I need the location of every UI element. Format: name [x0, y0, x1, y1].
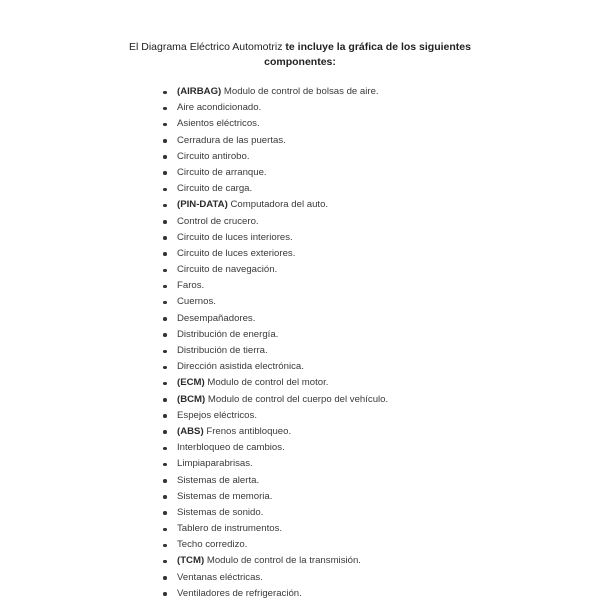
bullet-icon: [163, 544, 167, 548]
component-text: Distribución de tierra.: [177, 345, 268, 356]
bullet-icon: [163, 123, 167, 127]
bullet-icon: [163, 430, 167, 434]
component-text: Limpiaparabrisas.: [177, 458, 253, 470]
bullet-icon: [163, 447, 167, 451]
bullet-icon: [163, 317, 167, 321]
component-text: Frenos antibloqueo.: [206, 425, 292, 437]
list-item: [162, 197, 388, 213]
component-text: Ventiladores de refrigeración.: [177, 587, 302, 599]
list-item: [162, 246, 388, 262]
list-item: [162, 165, 388, 181]
list-item: [162, 440, 388, 456]
bullet-icon: [163, 382, 167, 386]
list-item: [162, 84, 388, 100]
intro-bold-text: te incluye la gráfica de los siguientes componentes:: [264, 41, 471, 68]
bullet-icon: [163, 511, 167, 515]
list-item: [162, 262, 388, 278]
component-text: Distribución de energía.: [177, 328, 279, 340]
component-code: (ECM): [177, 377, 205, 389]
component-text: Circuito de carga.: [177, 183, 253, 195]
component-text: Sistemas de memoria.: [177, 490, 273, 502]
bullet-icon: [163, 269, 167, 273]
component-code: (ABS): [177, 425, 204, 437]
list-item: [162, 537, 388, 553]
component-text: Techo corredizo.: [177, 539, 248, 551]
component-text: Modulo de control del motor.: [207, 377, 329, 389]
list-item: [162, 149, 388, 165]
bullet-icon: [163, 139, 167, 143]
list-item: [162, 100, 388, 116]
bullet-icon: [163, 236, 167, 240]
list-item: [162, 570, 388, 586]
component-code: (BCM): [177, 393, 206, 405]
component-text: Tablero de instrumentos.: [177, 523, 283, 535]
component-text: Faros.: [177, 280, 205, 292]
component-text: Circuito de navegación.: [177, 264, 278, 276]
list-item: [162, 133, 388, 149]
bullet-icon: [163, 576, 167, 580]
bullet-icon: [163, 333, 167, 337]
bullet-icon: [163, 155, 167, 159]
component-text: Cuernos.: [177, 296, 216, 308]
component-text: Desempañadores.: [177, 312, 256, 324]
list-item: [162, 392, 388, 408]
bullet-icon: [163, 350, 167, 354]
component-text: Modulo de control de la transmisión.: [206, 555, 361, 567]
component-text: Interbloqueo de cambios.: [177, 442, 285, 454]
component-text: Circuito de luces interiores.: [177, 231, 293, 243]
list-item: [162, 116, 388, 132]
bullet-icon: [163, 495, 167, 499]
list-item: [162, 311, 388, 327]
bullet-icon: [163, 252, 167, 256]
component-code: (AIRBAG): [177, 86, 222, 97]
component-text: Asientos eléctricos.: [177, 118, 260, 130]
component-code: (TCM): [177, 555, 205, 567]
component-text: Circuito de luces exteriores.: [177, 247, 296, 259]
list-item: [162, 343, 388, 359]
component-text: Cerradura de las puertas.: [177, 134, 286, 146]
list-item: [162, 473, 388, 489]
bullet-icon: [163, 171, 167, 175]
component-text: Circuito antirobo.: [177, 150, 250, 162]
bullet-icon: [163, 398, 167, 402]
bullet-icon: [163, 479, 167, 483]
component-text: Dirección asistida electrónica.: [177, 361, 304, 373]
list-item: [162, 327, 388, 343]
component-text: Modulo de control de bolsas de aire.: [223, 86, 379, 97]
component-code: (PIN-DATA): [177, 199, 228, 211]
component-text: Sistemas de alerta.: [177, 474, 260, 486]
bullet-icon: [163, 463, 167, 467]
bullet-icon: [163, 301, 167, 305]
bullet-icon: [163, 107, 167, 111]
component-text: Circuito de arranque.: [177, 166, 267, 178]
component-text: Aire acondicionado.: [177, 102, 262, 114]
bullet-icon: [163, 592, 167, 596]
bullet-icon: [163, 188, 167, 192]
bullet-icon: [163, 204, 167, 208]
bullet-icon: [163, 366, 167, 370]
bullet-icon: [163, 220, 167, 224]
component-list: [162, 84, 388, 600]
bullet-icon: [163, 414, 167, 418]
bullet-icon: [163, 528, 167, 532]
list-item: [162, 521, 388, 537]
list-item: [162, 505, 388, 521]
component-text: Sistemas de sonido.: [177, 506, 264, 518]
list-item: [162, 278, 388, 294]
list-item: [162, 359, 388, 375]
intro-plain-text: El Diagrama Eléctrico Automotriz: [129, 41, 283, 53]
list-item: [162, 181, 388, 197]
bullet-icon: [163, 91, 167, 95]
list-item: [162, 294, 388, 310]
component-text: Ventanas eléctricas.: [177, 571, 263, 583]
component-text: Espejos eléctricos.: [177, 409, 257, 421]
list-item: [162, 230, 388, 246]
list-item: [162, 586, 388, 600]
list-item: [162, 424, 388, 440]
list-item: [162, 408, 388, 424]
component-text: Control de crucero.: [177, 215, 259, 227]
bullet-icon: [163, 560, 167, 564]
list-item: [162, 375, 388, 391]
list-item: [162, 489, 388, 505]
component-text: Modulo de control del cuerpo del vehículo.: [207, 393, 389, 405]
list-item: [162, 456, 388, 472]
bullet-icon: [163, 285, 167, 289]
component-text: Computadora del auto.: [230, 199, 329, 211]
intro-paragraph: [100, 40, 500, 70]
list-item: [162, 214, 388, 230]
list-item: [162, 553, 388, 569]
